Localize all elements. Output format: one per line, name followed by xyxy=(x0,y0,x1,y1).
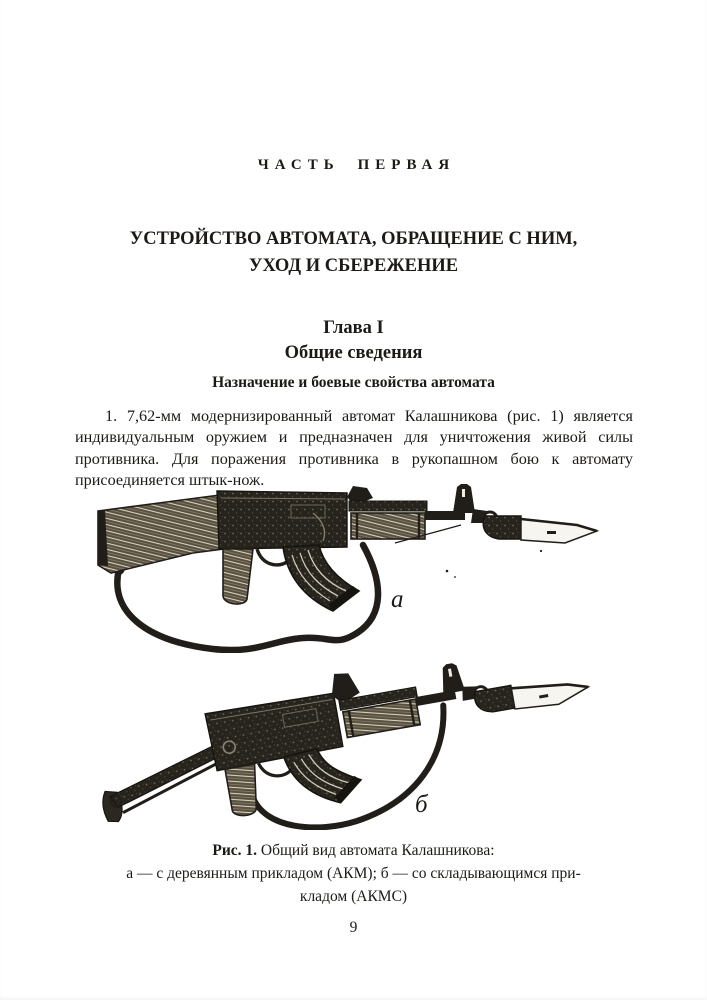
section-heading: Назначение и боевые свойства автомата xyxy=(212,374,495,391)
front-sight xyxy=(438,662,465,694)
bayonet-handle xyxy=(483,516,521,539)
handguard xyxy=(351,513,425,539)
chapter-heading: Глава I xyxy=(323,318,384,338)
part-title xyxy=(0,226,707,280)
blade-mark xyxy=(547,531,556,534)
chapter-title: Общие сведения xyxy=(284,343,423,363)
caption-figure-title: Общий вид автомата Калашникова: xyxy=(257,842,495,859)
gas-tube xyxy=(349,501,427,511)
part-heading: ЧАСТЬ ПЕРВАЯ xyxy=(257,157,456,173)
front-sight xyxy=(453,484,475,513)
part-title-line-1: УСТРОЙСТВО АВТОМАТА, ОБРАЩЕНИЕ С НИМ, xyxy=(129,229,578,249)
part-title-line-2: УХОД И СБЕРЕЖЕНИЕ xyxy=(248,256,459,276)
figure-1a-akm-illustration xyxy=(95,483,600,653)
caption-figure-number: Рис. 1. xyxy=(212,842,258,859)
figure-1a-label: а xyxy=(391,586,404,613)
buttstock xyxy=(98,495,223,573)
caption-line-2: а — с деревянным прикладом (АКМ); б — со складывающимся при- xyxy=(126,865,581,882)
bayonet-handle xyxy=(474,685,515,714)
front-sight-notch xyxy=(462,489,465,497)
bayonet-blade xyxy=(511,675,590,712)
magazine xyxy=(283,545,359,611)
folding-stock-strut xyxy=(104,745,226,808)
figure-1b-label: б xyxy=(415,791,428,818)
figure-1b-akms-illustration xyxy=(95,650,607,830)
rear-sight xyxy=(347,486,373,502)
chapter-heading-block xyxy=(0,316,707,366)
ink-speck xyxy=(454,576,456,578)
body-paragraph: 1. 7,62-мм модернизированный автомат Калашникова (рис. 1) является индивидуальным оружием и предназначен для уничтожения живой силы противника. Для поражения противника в рукопашном бою к автомату присоединяется штык-нож. xyxy=(75,407,633,490)
pistol-grip xyxy=(223,549,253,604)
ink-speck xyxy=(446,570,449,573)
caption-line-1 xyxy=(0,839,707,862)
caption-line-3: кладом (АКМС) xyxy=(299,888,408,905)
ink-speck xyxy=(399,798,402,801)
figure-caption xyxy=(0,839,707,908)
page-number: 9 xyxy=(349,919,358,936)
ink-speck xyxy=(540,550,542,552)
receiver xyxy=(217,491,347,549)
